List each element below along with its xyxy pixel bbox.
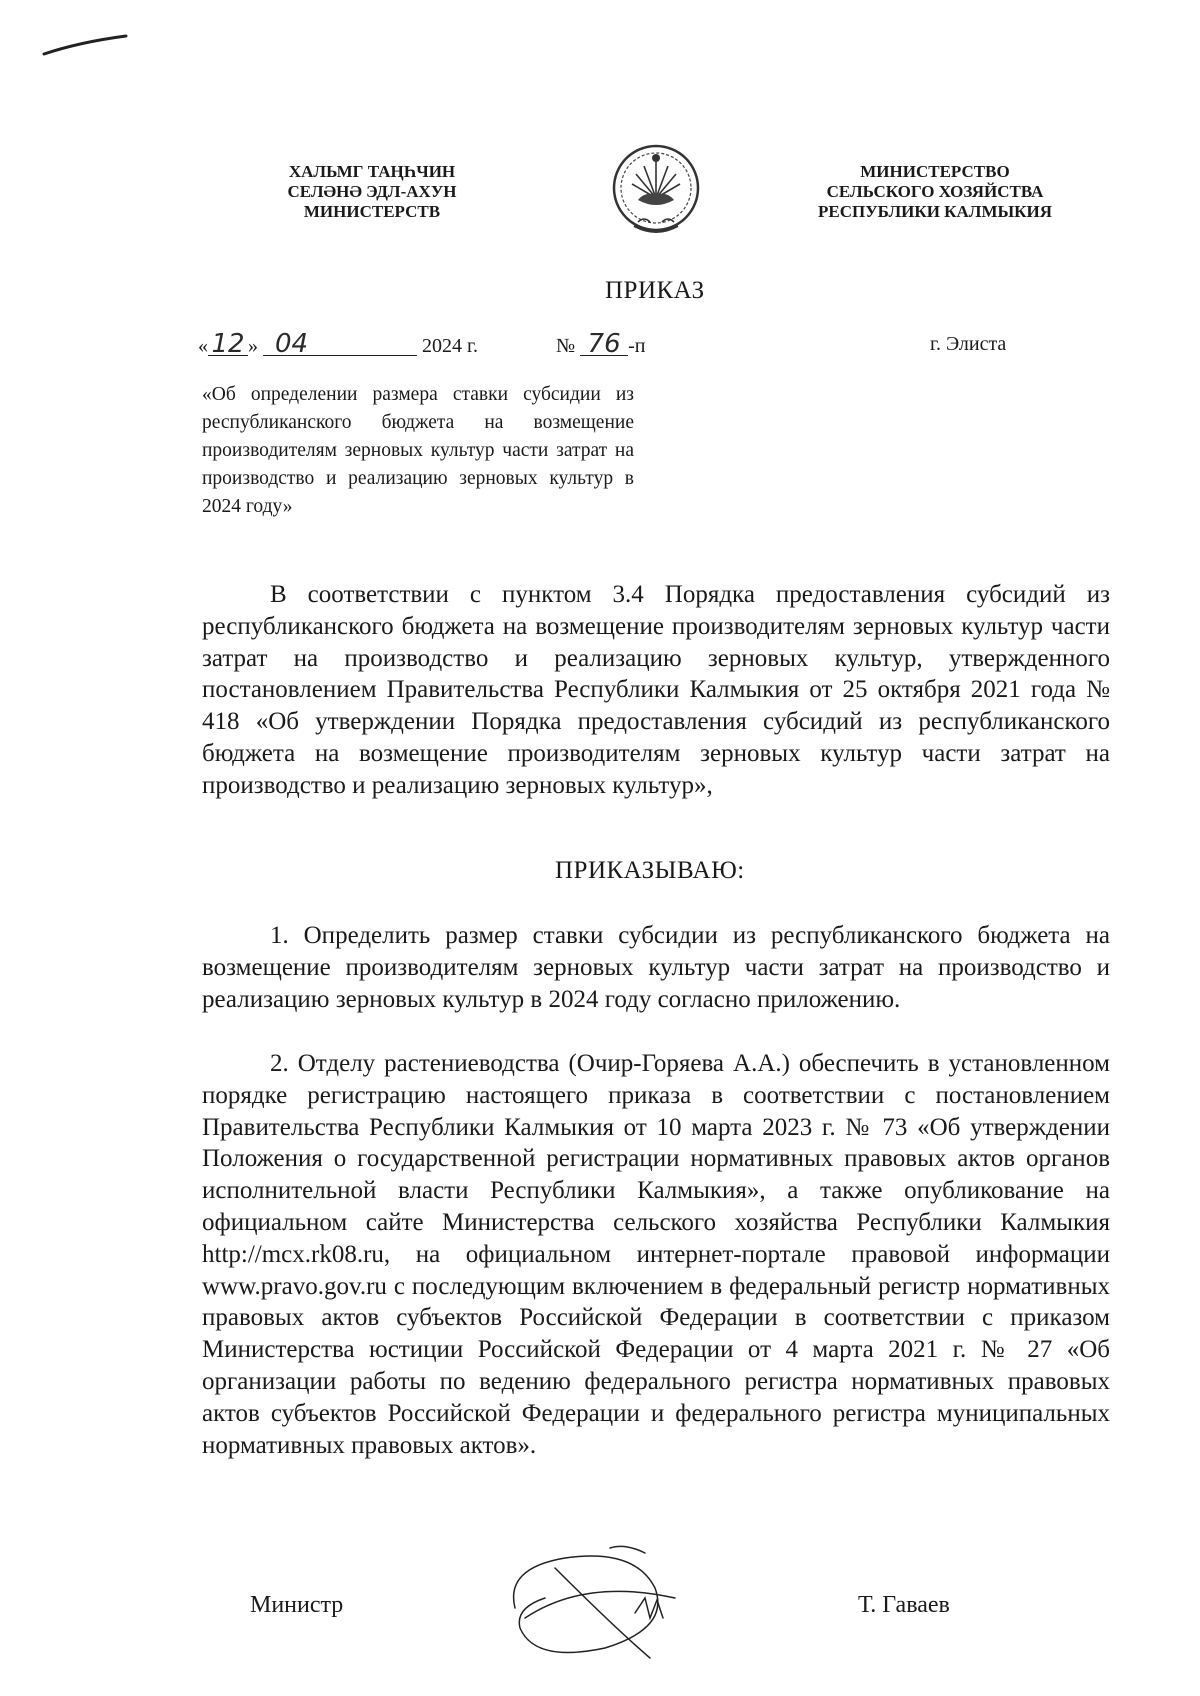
document-number (556, 329, 646, 359)
signatory-name: Т. Гаваев (858, 1592, 950, 1618)
document-title: ПРИКАЗ (605, 277, 705, 304)
kalmykia-coat-of-arms-icon (608, 138, 704, 246)
pen-mark-icon (40, 30, 130, 60)
header-right-line-2: СЕЛЬСКОГО ХОЗЯЙСТВА (826, 182, 1044, 201)
date-close-quote: » (248, 335, 258, 357)
order-item-2: 2. Отделу растениеводства (Очир-Горяева А.А.) обеспечить в установленном порядке регистрацию настоящего приказа в соответствии с постановлением Правительства Республики Калмыкия от 10 марта 2023 г. № 73 «Об утверждении Положения о государственной регистрации нормативных правовых актов органов исполнительной власти Республики Калмыкия», а также опубликование на официальном сайте Министерства сельского хозяйства Республики Калмыкия http://mcx.rk08.ru, на официальном интернет-портале правовой информации www.pravo.gov.ru с последующим включением в федеральный регистр нормативных правовых актов субъектов Российской Федерации в соответствии с приказом Министерства юстиции Российской Федерации от 4 марта 2021 г. № 27 «Об организации работы по ведению федерального регистра нормативных правовых актов субъектов Российской Федерации и федерального регистра муниципальных нормативных правовых актов». (202, 1050, 1110, 1459)
header-left-kalmyk (262, 162, 482, 222)
signatory-position: Министр (250, 1592, 344, 1618)
number-value: 76 (580, 333, 628, 356)
document-subject: «Об определении размера ставки субсидии из республиканского бюджета на возмещение производителям зерновых культур части затрат на производство и реализацию зерновых культур в 2024 году» (202, 384, 634, 517)
date-open-quote: « (198, 335, 208, 357)
header-left-line-1: ХАЛЬМГ ТАҢҺЧИН (288, 162, 456, 181)
header-right-line-1: МИНИСТЕРСТВО (860, 162, 1010, 181)
header-right-russian (790, 162, 1080, 222)
order-word: ПРИКАЗЫВАЮ: (555, 857, 745, 884)
date-year: 2024 г. (422, 335, 478, 357)
number-prefix: № (556, 335, 576, 357)
document-city: г. Элиста (930, 333, 1007, 355)
handwritten-signature-icon (485, 1538, 725, 1668)
number-suffix: -п (628, 335, 646, 357)
order-item-1: 1. Определить размер ставки субсидии из республиканского бюджета на возмещение производителям зерновых культур части затрат на производство и реализацию зерновых культур в 2024 году согласно приложению. (202, 922, 1110, 1013)
date-day: 12 (208, 333, 248, 356)
header-right-line-3: РЕСПУБЛИКИ КАЛМЫКИЯ (817, 202, 1053, 221)
document-date (198, 329, 478, 359)
header-left-line-2: СЕЛӘНӘ ЭДЛ-АХУН (287, 182, 457, 201)
preamble-paragraph: В соответствии с пунктом 3.4 Порядка предоставления субсидий из республиканского бюджета на возмещение производителям зерновых культур части затрат на производство и реализацию зерновых культур, утвержденного постановлением Правительства Республики Калмыкия от 25 октября 2021 года № 418 «Об утверждении Порядка предоставления субсидий из республиканского бюджета на возмещение производителям зерновых культур части затрат на производство и реализацию зерновых культур», (202, 581, 1110, 799)
date-month: 04 (263, 333, 417, 356)
header-left-line-3: МИНИСТЕРСТВ (303, 202, 441, 221)
